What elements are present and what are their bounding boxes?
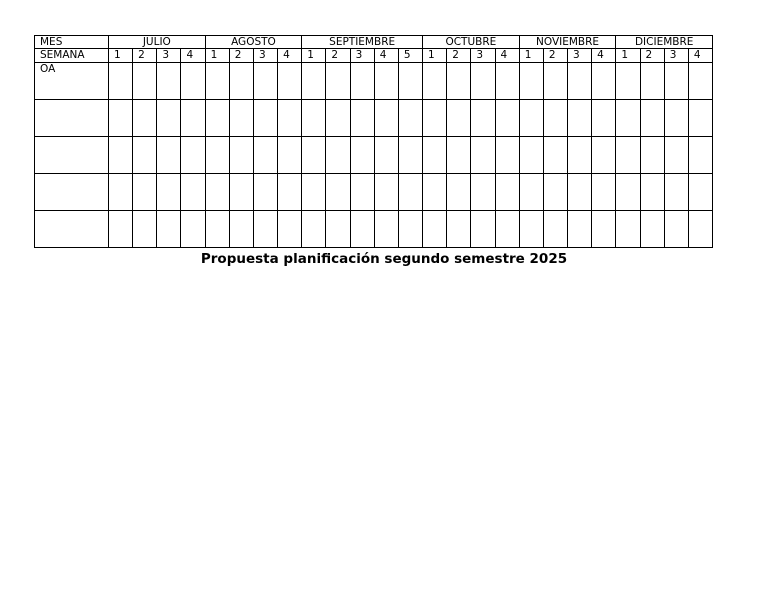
table-cell bbox=[133, 137, 157, 174]
table-cell bbox=[423, 174, 447, 211]
table-cell bbox=[374, 100, 398, 137]
week-number-cell: 3 bbox=[568, 49, 592, 63]
month-header-julio: JULIO bbox=[109, 36, 206, 49]
table-cell bbox=[471, 211, 495, 248]
week-number-cell: 2 bbox=[640, 49, 664, 63]
row-label-cell bbox=[35, 174, 109, 211]
table-cell bbox=[688, 174, 712, 211]
table-cell bbox=[543, 174, 567, 211]
table-cell bbox=[471, 174, 495, 211]
table-cell bbox=[664, 174, 688, 211]
table-cell bbox=[350, 137, 374, 174]
table-row bbox=[35, 174, 713, 211]
table-cell bbox=[519, 137, 543, 174]
table-cell bbox=[592, 137, 616, 174]
table-cell bbox=[326, 100, 350, 137]
table-cell bbox=[229, 211, 253, 248]
table-cell bbox=[568, 211, 592, 248]
week-number-cell: 2 bbox=[326, 49, 350, 63]
table-cell bbox=[133, 211, 157, 248]
table-cell bbox=[519, 100, 543, 137]
table-cell bbox=[374, 63, 398, 100]
table-cell bbox=[133, 63, 157, 100]
month-header-diciembre: DICIEMBRE bbox=[616, 36, 713, 49]
table-cell bbox=[326, 174, 350, 211]
table-cell bbox=[616, 211, 640, 248]
week-number-cell: 3 bbox=[664, 49, 688, 63]
week-number-cell: 4 bbox=[592, 49, 616, 63]
table-row bbox=[35, 63, 713, 100]
table-cell bbox=[471, 100, 495, 137]
table-cell bbox=[278, 100, 302, 137]
week-number-cell: 4 bbox=[374, 49, 398, 63]
month-row-label: MES bbox=[35, 36, 109, 49]
table-cell bbox=[543, 63, 567, 100]
table-cell bbox=[543, 211, 567, 248]
table-cell bbox=[688, 137, 712, 174]
table-cell bbox=[640, 63, 664, 100]
month-header-octubre: OCTUBRE bbox=[423, 36, 520, 49]
table-cell bbox=[205, 63, 229, 100]
table-cell bbox=[543, 137, 567, 174]
week-number-cell: 3 bbox=[157, 49, 181, 63]
table-cell bbox=[350, 174, 374, 211]
table-cell bbox=[471, 137, 495, 174]
planning-table bbox=[34, 35, 713, 248]
table-cell bbox=[592, 100, 616, 137]
table-cell bbox=[278, 137, 302, 174]
table-cell bbox=[302, 63, 326, 100]
table-cell bbox=[616, 174, 640, 211]
table-cell bbox=[278, 63, 302, 100]
table-cell bbox=[640, 100, 664, 137]
row-label-cell bbox=[35, 137, 109, 174]
table-cell bbox=[253, 174, 277, 211]
week-number-cell: 5 bbox=[398, 49, 422, 63]
table-cell bbox=[350, 63, 374, 100]
table-cell bbox=[109, 100, 133, 137]
table-cell bbox=[592, 174, 616, 211]
table-cell bbox=[326, 211, 350, 248]
table-cell bbox=[229, 63, 253, 100]
table-cell bbox=[229, 100, 253, 137]
table-cell bbox=[398, 63, 422, 100]
table-cell bbox=[205, 211, 229, 248]
table-cell bbox=[157, 100, 181, 137]
table-cell bbox=[592, 63, 616, 100]
table-cell bbox=[688, 63, 712, 100]
table-cell bbox=[616, 63, 640, 100]
table-cell bbox=[447, 63, 471, 100]
table-cell bbox=[519, 211, 543, 248]
table-row bbox=[35, 211, 713, 248]
table-cell bbox=[423, 63, 447, 100]
table-cell bbox=[302, 211, 326, 248]
table-cell bbox=[253, 63, 277, 100]
table-cell bbox=[471, 63, 495, 100]
table-cell bbox=[229, 137, 253, 174]
week-number-cell: 2 bbox=[543, 49, 567, 63]
table-cell bbox=[133, 100, 157, 137]
table-cell bbox=[181, 100, 205, 137]
week-number-cell: 2 bbox=[229, 49, 253, 63]
table-cell bbox=[568, 100, 592, 137]
week-number-cell: 4 bbox=[278, 49, 302, 63]
table-cell bbox=[398, 100, 422, 137]
week-row-label: SEMANA bbox=[35, 49, 109, 63]
table-cell bbox=[157, 137, 181, 174]
table-cell bbox=[688, 100, 712, 137]
table-row bbox=[35, 137, 713, 174]
week-number-cell: 2 bbox=[133, 49, 157, 63]
table-cell bbox=[278, 174, 302, 211]
table-cell bbox=[592, 211, 616, 248]
table-cell bbox=[398, 174, 422, 211]
table-cell bbox=[519, 63, 543, 100]
table-cell bbox=[688, 211, 712, 248]
table-cell bbox=[495, 211, 519, 248]
table-cell bbox=[278, 211, 302, 248]
month-header-agosto: AGOSTO bbox=[205, 36, 302, 49]
row-label-cell bbox=[35, 100, 109, 137]
table-cell bbox=[253, 211, 277, 248]
table-cell bbox=[350, 211, 374, 248]
week-number-cell: 4 bbox=[495, 49, 519, 63]
table-cell bbox=[495, 63, 519, 100]
month-header-row bbox=[35, 36, 713, 49]
table-cell bbox=[302, 174, 326, 211]
table-cell bbox=[326, 63, 350, 100]
week-number-cell: 3 bbox=[471, 49, 495, 63]
table-cell bbox=[350, 100, 374, 137]
table-cell bbox=[495, 100, 519, 137]
week-number-cell: 1 bbox=[205, 49, 229, 63]
week-number-cell: 2 bbox=[447, 49, 471, 63]
table-cell bbox=[302, 137, 326, 174]
table-cell bbox=[495, 137, 519, 174]
table-cell bbox=[133, 174, 157, 211]
table-cell bbox=[398, 211, 422, 248]
table-cell bbox=[229, 174, 253, 211]
table-cell bbox=[664, 63, 688, 100]
table-cell bbox=[398, 137, 422, 174]
table-cell bbox=[616, 137, 640, 174]
table-cell bbox=[253, 137, 277, 174]
table-cell bbox=[326, 137, 350, 174]
table-cell bbox=[640, 211, 664, 248]
week-number-cell: 4 bbox=[181, 49, 205, 63]
week-number-cell: 3 bbox=[350, 49, 374, 63]
table-cell bbox=[423, 211, 447, 248]
table-cell bbox=[447, 211, 471, 248]
table-cell bbox=[157, 211, 181, 248]
table-cell bbox=[109, 174, 133, 211]
table-cell bbox=[495, 174, 519, 211]
table-cell bbox=[519, 174, 543, 211]
table-cell bbox=[568, 137, 592, 174]
table-cell bbox=[157, 63, 181, 100]
oa-row-label: OA bbox=[35, 63, 109, 100]
week-number-cell: 4 bbox=[688, 49, 712, 63]
table-cell bbox=[543, 100, 567, 137]
month-header-septiembre: SEPTIEMBRE bbox=[302, 36, 423, 49]
table-cell bbox=[374, 211, 398, 248]
table-cell bbox=[447, 137, 471, 174]
week-number-cell: 1 bbox=[109, 49, 133, 63]
week-number-cell: 1 bbox=[519, 49, 543, 63]
table-cell bbox=[616, 100, 640, 137]
table-cell bbox=[423, 100, 447, 137]
table-cell bbox=[568, 174, 592, 211]
table-cell bbox=[181, 211, 205, 248]
week-number-cell: 1 bbox=[423, 49, 447, 63]
table-cell bbox=[205, 137, 229, 174]
week-number-cell: 1 bbox=[616, 49, 640, 63]
table-cell bbox=[664, 100, 688, 137]
table-cell bbox=[374, 174, 398, 211]
table-cell bbox=[664, 211, 688, 248]
table-cell bbox=[664, 137, 688, 174]
table-cell bbox=[447, 174, 471, 211]
table-cell bbox=[447, 100, 471, 137]
table-cell bbox=[640, 174, 664, 211]
table-cell bbox=[253, 100, 277, 137]
table-cell bbox=[157, 174, 181, 211]
table-cell bbox=[205, 100, 229, 137]
week-number-cell: 1 bbox=[302, 49, 326, 63]
table-cell bbox=[205, 174, 229, 211]
page-title: Propuesta planificación segundo semestre 2025 bbox=[200, 251, 568, 267]
week-header-row bbox=[35, 49, 713, 63]
table-cell bbox=[302, 100, 326, 137]
table-cell bbox=[568, 63, 592, 100]
table-cell bbox=[374, 137, 398, 174]
table-cell bbox=[640, 137, 664, 174]
table-cell bbox=[423, 137, 447, 174]
table-cell bbox=[109, 63, 133, 100]
table-cell bbox=[109, 137, 133, 174]
table-cell bbox=[109, 211, 133, 248]
table-row bbox=[35, 100, 713, 137]
row-label-cell bbox=[35, 211, 109, 248]
table-cell bbox=[181, 63, 205, 100]
table-cell bbox=[181, 174, 205, 211]
table-cell bbox=[181, 137, 205, 174]
month-header-noviembre: NOVIEMBRE bbox=[519, 36, 616, 49]
week-number-cell: 3 bbox=[253, 49, 277, 63]
